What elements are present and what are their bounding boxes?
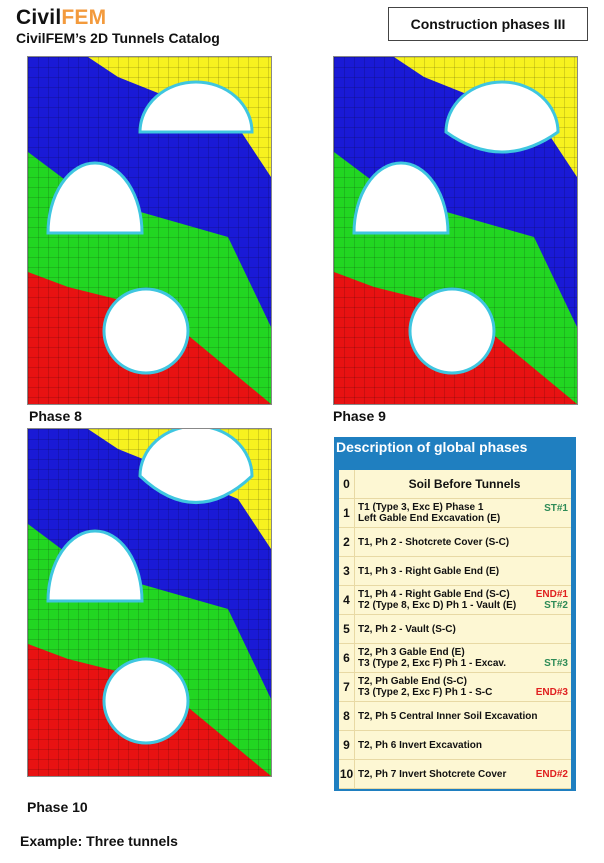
end-tag: END#3 [535,687,568,698]
phase-number: 2 [339,528,355,556]
description-heading: Description of global phases [336,439,528,455]
start-tag: ST#1 [544,503,568,514]
phase-row [339,731,571,760]
phase-number: 3 [339,557,355,585]
catalog-subtitle: CivilFEM’s 2D Tunnels Catalog [16,30,220,46]
phase-description: Soil Before Tunnels [408,476,521,491]
phase-description: T2, Ph 2 - Vault (S-C) [358,623,456,635]
phase-number: 1 [339,499,355,527]
mesh-image-phase-8 [27,56,272,405]
phase-number: 5 [339,615,355,643]
phase-number: 10 [339,760,355,788]
description-panel [334,437,576,791]
brand-fem: FEM [61,6,107,29]
end-tag: END#1 [535,589,568,600]
start-tag: ST#2 [544,600,568,611]
mesh-svg-phase-10 [28,429,271,776]
mesh-image-phase-9 [333,56,578,405]
phase-row [339,557,571,586]
phase-description: T1 (Type 3, Exc E) Phase 1 [358,502,484,513]
phase-row [339,528,571,557]
phase-10-label: Phase 10 [27,799,88,815]
phase-number: 9 [339,731,355,759]
phase-description: T2, Ph 3 Gable End (E) [358,647,465,658]
mesh-image-phase-10 [27,428,272,777]
phase-description: T1, Ph 2 - Shotcrete Cover (S-C) [358,536,510,548]
footer-caption: Example: Three tunnels [20,833,178,849]
mesh-svg-phase-9 [334,57,577,404]
brand-logo [16,6,106,30]
phase-row [339,586,571,615]
mesh-svg-phase-8 [28,57,271,404]
phase-row [339,615,571,644]
phase-number: 4 [339,586,355,614]
start-tag: ST#3 [544,658,568,669]
phase-description: T2, Ph Gable End (S-C) [358,676,467,687]
phase-8-label: Phase 8 [29,408,82,424]
phase-row [339,702,571,731]
phase-description-2: T3 (Type 2, Exc F) Ph 1 - Excav. [358,658,507,669]
phases-table [339,470,571,789]
phase-description-2: T2 (Type 8, Exc D) Ph 1 - Vault (E) [358,600,517,611]
phase-row [339,470,571,499]
phase-number: 8 [339,702,355,730]
brand-civil: Civil [16,6,62,29]
phase-description: T2, Ph 5 Central Inner Soil Excavation [358,710,538,722]
phase-description-2: T3 (Type 2, Exc F) Ph 1 - S-C [358,687,493,698]
phase-row [339,760,571,789]
phase-description: T2, Ph 6 Invert Excavation [358,739,482,751]
phase-description-2: Left Gable End Excavation (E) [358,513,501,524]
page-title: Construction phases III [388,7,588,41]
phase-number: 0 [339,470,355,498]
phase-description: T1, Ph 4 - Right Gable End (S-C) [358,589,510,600]
phase-row [339,644,571,673]
phase-row [339,673,571,702]
phase-number: 7 [339,673,355,701]
phase-9-label: Phase 9 [333,408,386,424]
phase-description: T2, Ph 7 Invert Shotcrete Cover [358,768,507,780]
phase-number: 6 [339,644,355,672]
end-tag: END#2 [535,769,568,780]
phase-description: T1, Ph 3 - Right Gable End (E) [358,565,500,577]
phase-row [339,499,571,528]
